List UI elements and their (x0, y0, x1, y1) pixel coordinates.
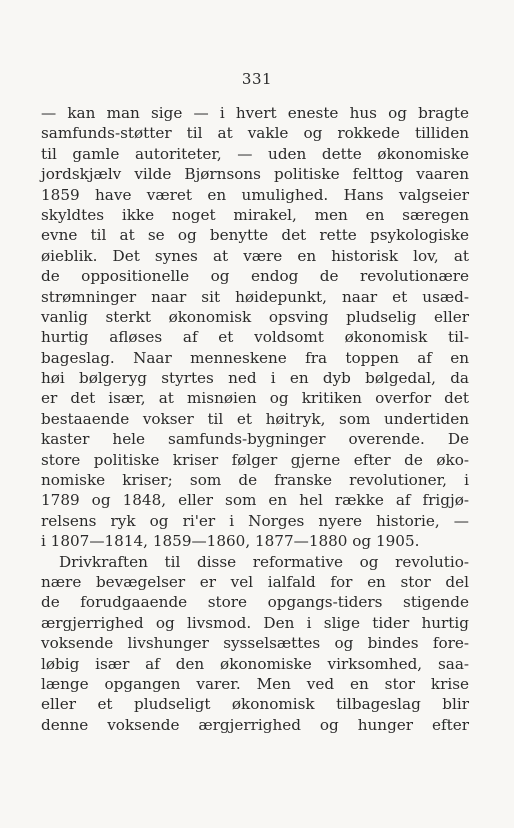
text-line: strømninger naar sit høidepunkt, naar et usæd- (41, 287, 469, 306)
text-line: kaster hele samfunds-bygninger overende. De (41, 430, 469, 449)
text-line: hurtig afløses af et voldsomt økonomisk til- (41, 328, 469, 347)
text-line: Drivkraften til disse reformative og revolutio- (59, 552, 469, 571)
text-line: denne voksende ærgjerrighed og hunger efter (41, 715, 469, 734)
text-line: nære bevægelser er vel ialfald for en stor del (41, 572, 469, 591)
text-line: evne til at se og benytte det rette psykologiske (41, 226, 469, 245)
text-line: — kan man sige — i hvert eneste hus og bragte (41, 104, 469, 122)
text-line: bestaaende vokser til et høitryk, som undertiden (41, 409, 469, 428)
text-line: øieblik. Det synes at være en historisk lov, at (41, 246, 469, 265)
text-line: bageslag. Naar menneskene fra toppen af en (41, 348, 469, 367)
page-number: 331 (241, 70, 273, 88)
text-line: eller et pludseligt økonomisk tilbageslag blir (41, 695, 469, 714)
text-line: jordskjælv vilde Bjørnsons politiske felttog vaaren (41, 165, 469, 184)
text-line: i 1807—1814, 1859—1860, 1877—1880 og 1905. (41, 532, 420, 551)
text-line: nomiske kriser; som de franske revolutioner, i (41, 471, 469, 490)
text-line: de oppositionelle og endog de revolutionære (41, 267, 469, 286)
body-text (41, 103, 469, 735)
text-line: store politiske kriser følger gjerne efter de øko- (41, 450, 469, 469)
text-line: voksende livshunger sysselsættes og bindes fore- (41, 634, 469, 653)
text-line: er det især, at misnøien og kritiken overfor det (41, 389, 469, 408)
text-line: høi bølgeryg styrtes ned i en dyb bølgedal, da (41, 369, 469, 388)
text-line: samfunds-støtter til at vakle og rokkede tilliden (41, 124, 469, 143)
text-line: ærgjerrighed og livsmod. Den i slige tider hurtig (41, 613, 469, 632)
text-line: længe opgangen varer. Men ved en stor krise (41, 674, 469, 693)
text-line: de forudgaaende store opgangs-tiders stigende (41, 593, 469, 612)
text-line: skyldtes ikke noget mirakel, men en særegen (41, 205, 469, 224)
text-line: løbig især af den økonomiske virksomhed, saa- (41, 654, 469, 673)
text-line: vanlig sterkt økonomisk opsving pludselig eller (41, 307, 469, 326)
text-line: 1789 og 1848, eller som en hel række af frigjø- (41, 491, 469, 510)
text-line: til gamle autoriteter, — uden dette økonomiske (41, 144, 469, 163)
text-line: relsens ryk og ri'er i Norges nyere historie, — (41, 511, 469, 530)
text-line: 1859 have været en umulighed. Hans valgseier (41, 185, 469, 204)
